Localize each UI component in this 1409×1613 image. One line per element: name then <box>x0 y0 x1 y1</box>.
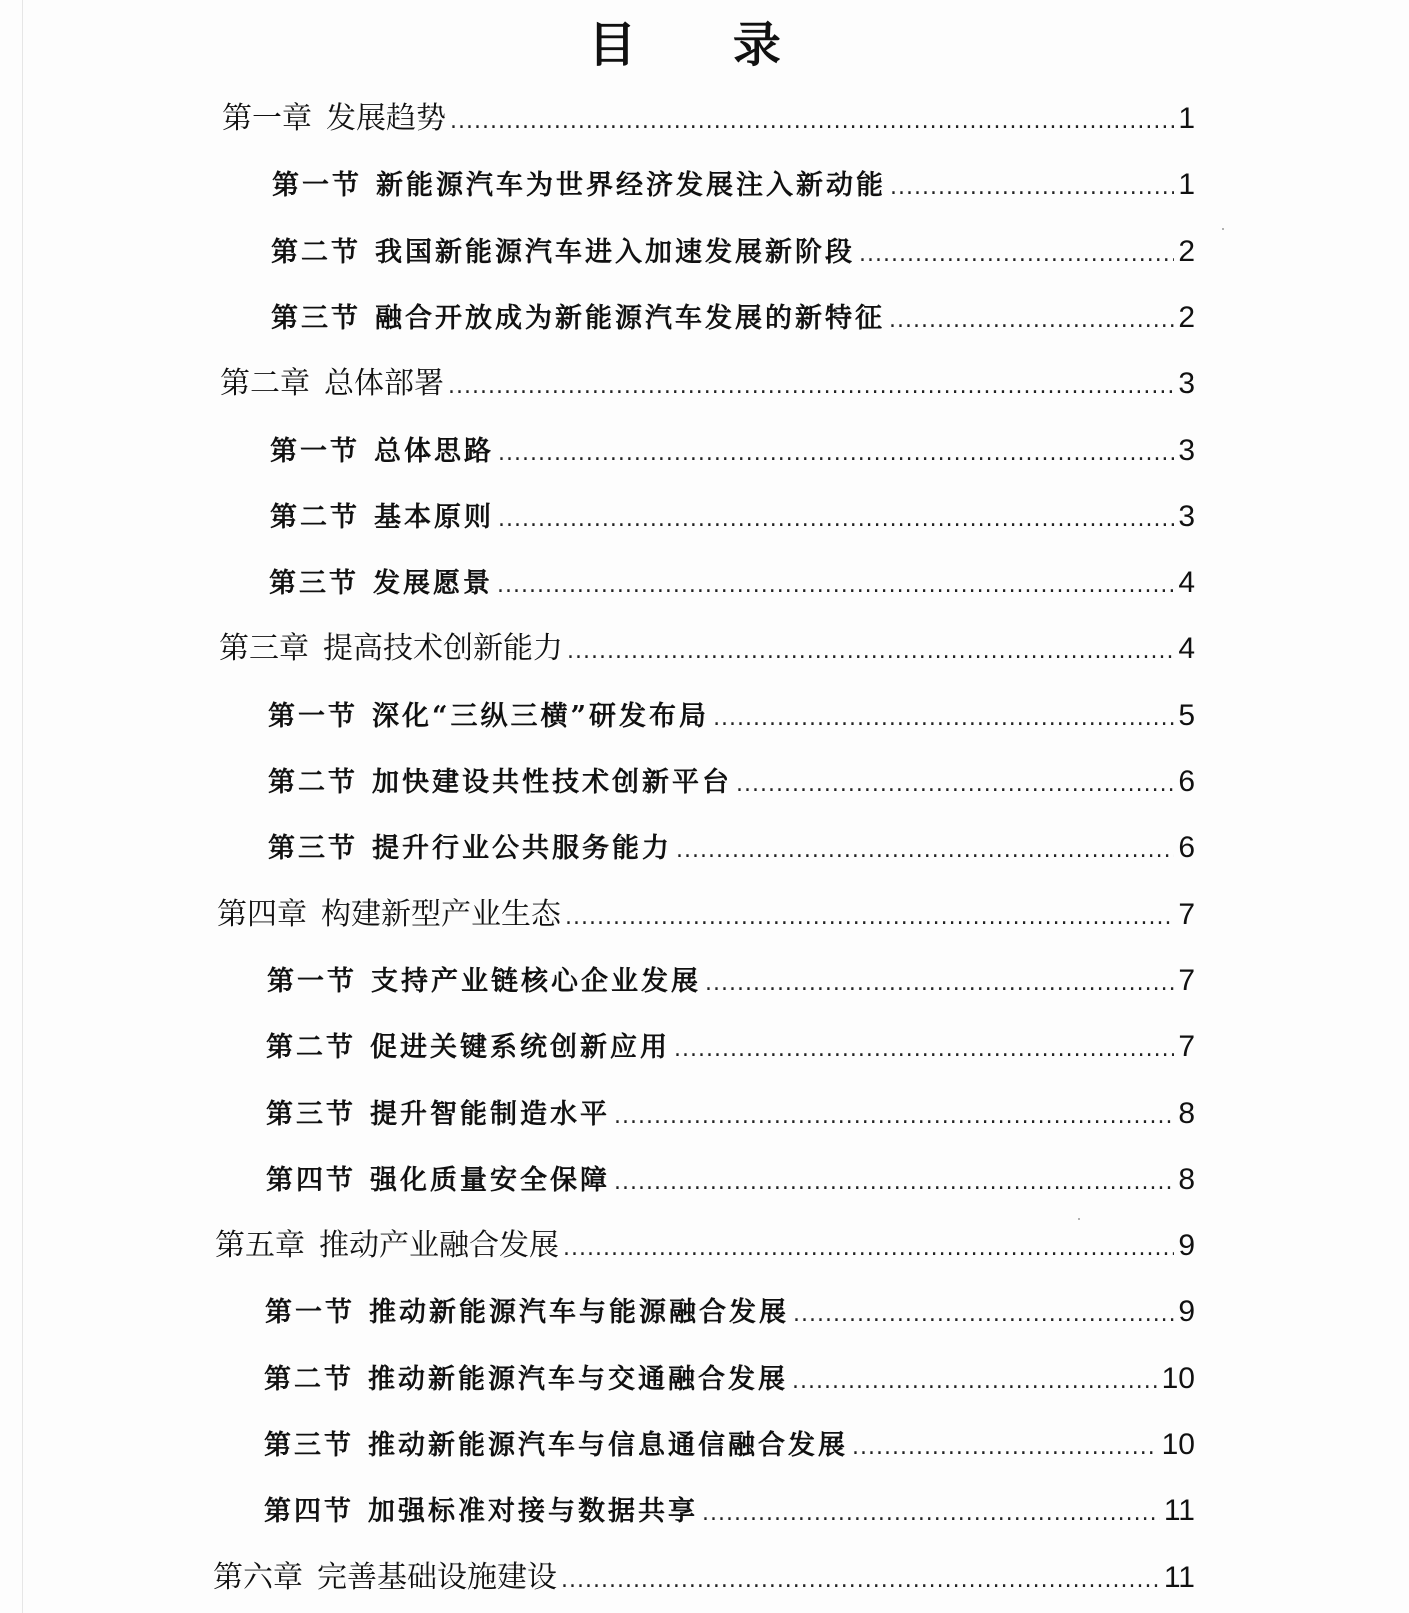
chapter-title: 推动产业融合发展 <box>319 1228 559 1263</box>
page-number: 3 <box>1178 367 1195 400</box>
toc-chapter-entry[interactable] <box>217 890 1195 940</box>
section-number: 第一节 <box>265 1297 355 1328</box>
page-number: 5 <box>1178 699 1195 732</box>
toc-section-entry[interactable] <box>266 1089 1195 1139</box>
chapter-number: 第一章 <box>222 101 312 136</box>
section-title: 强化质量安全保障 <box>370 1165 610 1196</box>
page-number: 11 <box>1163 1494 1195 1527</box>
dot-leader <box>889 296 1174 346</box>
dot-leader <box>561 1556 1160 1606</box>
page-number: 6 <box>1178 831 1195 864</box>
chapter-title: 发展趋势 <box>326 101 446 136</box>
toc-section-entry[interactable] <box>268 823 1195 873</box>
toc-section-entry[interactable] <box>264 1420 1195 1470</box>
chapter-title: 提高技术创新能力 <box>323 631 563 666</box>
toc-entry-label <box>268 692 709 742</box>
dot-leader <box>450 97 1174 147</box>
toc-title: 目 录 <box>588 17 821 73</box>
section-title: 加快建设共性技术创新平台 <box>372 767 732 798</box>
dot-leader <box>448 362 1174 412</box>
dot-leader <box>567 627 1174 677</box>
toc-entry-label <box>266 1156 610 1206</box>
scan-speck <box>1222 228 1224 230</box>
toc-section-entry[interactable] <box>266 1022 1195 1072</box>
chapter-number: 第五章 <box>215 1228 305 1263</box>
page-number: 8 <box>1178 1163 1195 1196</box>
section-title: 提升行业公共服务能力 <box>372 833 672 864</box>
section-title: 推动新能源汽车与信息通信融合发展 <box>368 1430 848 1461</box>
scan-speck <box>1078 1218 1080 1220</box>
section-title: 融合开放成为新能源汽车发展的新特征 <box>375 303 885 334</box>
chapter-title: 构建新型产业生态 <box>321 897 561 932</box>
dot-leader <box>859 230 1174 280</box>
page-number: 9 <box>1178 1229 1195 1262</box>
dot-leader <box>713 694 1174 744</box>
dot-leader <box>890 163 1174 213</box>
toc-chapter-entry[interactable] <box>220 359 1195 409</box>
section-number: 第一节 <box>267 966 357 997</box>
toc-entry-label <box>217 890 561 940</box>
page-number: 1 <box>1178 168 1195 201</box>
chapter-title: 完善基础设施建设 <box>317 1560 557 1595</box>
section-title: 提升智能制造水平 <box>370 1099 610 1130</box>
toc-section-entry[interactable] <box>264 1486 1195 1536</box>
dot-leader <box>852 1423 1158 1473</box>
dot-leader <box>563 1224 1174 1274</box>
section-title: 加强标准对接与数据共享 <box>368 1496 698 1527</box>
toc-entry-label <box>272 161 886 211</box>
chapter-number: 第四章 <box>217 897 307 932</box>
section-number: 第三节 <box>264 1430 354 1461</box>
dot-leader <box>702 1489 1160 1539</box>
toc-entry-label <box>219 624 563 674</box>
toc-entry-label <box>264 1487 698 1537</box>
section-number: 第二节 <box>266 1032 356 1063</box>
chapter-number: 第二章 <box>220 366 310 401</box>
section-number: 第四节 <box>266 1165 356 1196</box>
page-number: 3 <box>1178 500 1195 533</box>
chapter-number: 第三章 <box>219 631 309 666</box>
toc-entry-label <box>215 1221 559 1271</box>
page-number: 3 <box>1178 434 1195 467</box>
dot-leader <box>565 893 1174 943</box>
dot-leader <box>705 959 1174 1009</box>
page-number: 1 <box>1178 102 1195 135</box>
dot-leader <box>614 1092 1174 1142</box>
section-number: 第二节 <box>271 237 361 268</box>
page-number: 10 <box>1161 1428 1195 1461</box>
page-number: 4 <box>1178 566 1195 599</box>
section-number: 第一节 <box>268 701 358 732</box>
dot-leader <box>674 1025 1174 1075</box>
page-number: 7 <box>1178 898 1195 931</box>
toc-entry-label <box>269 559 493 609</box>
page-number: 9 <box>1178 1295 1195 1328</box>
section-title: 总体思路 <box>374 436 494 467</box>
toc-entry-label <box>222 94 446 144</box>
page-number: 6 <box>1178 765 1195 798</box>
toc-section-entry[interactable] <box>271 293 1195 343</box>
section-title: 推动新能源汽车与能源融合发展 <box>369 1297 789 1328</box>
toc-entry-label <box>267 957 701 1007</box>
toc-section-entry[interactable] <box>270 492 1195 542</box>
page-number: 7 <box>1178 1030 1195 1063</box>
section-number: 第一节 <box>270 436 360 467</box>
page-number: 2 <box>1178 235 1195 268</box>
toc-section-entry[interactable] <box>268 691 1195 741</box>
section-title: 发展愿景 <box>373 568 493 599</box>
page-number: 7 <box>1178 964 1195 997</box>
toc-entry-label <box>220 359 444 409</box>
toc-section-entry[interactable] <box>270 426 1195 476</box>
dot-leader <box>497 561 1174 611</box>
section-title: 我国新能源汽车进入加速发展新阶段 <box>375 237 855 268</box>
toc-section-entry[interactable] <box>265 1287 1195 1337</box>
chapter-title: 总体部署 <box>324 366 444 401</box>
toc-chapter-entry[interactable] <box>215 1221 1195 1271</box>
toc-section-entry[interactable] <box>264 1354 1195 1404</box>
page-number: 11 <box>1163 1561 1195 1594</box>
section-title: 支持产业链核心企业发展 <box>371 966 701 997</box>
dot-leader <box>498 429 1174 479</box>
section-title: 促进关键系统创新应用 <box>370 1032 670 1063</box>
dot-leader <box>793 1290 1174 1340</box>
section-number: 第三节 <box>266 1099 356 1130</box>
toc-entry-label <box>265 1288 789 1338</box>
toc-entry-label <box>270 493 494 543</box>
section-number: 第二节 <box>264 1364 354 1395</box>
dot-leader <box>792 1357 1158 1407</box>
toc-chapter-entry[interactable] <box>213 1553 1195 1603</box>
section-title: 新能源汽车为世界经济发展注入新动能 <box>376 170 886 201</box>
toc-entry-label <box>264 1421 848 1471</box>
section-number: 第三节 <box>268 833 358 864</box>
section-number: 第二节 <box>268 767 358 798</box>
section-number: 第四节 <box>264 1496 354 1527</box>
toc-section-entry[interactable] <box>272 160 1195 210</box>
toc-entry-label <box>266 1090 610 1140</box>
toc-chapter-entry[interactable] <box>222 94 1195 144</box>
toc-section-entry[interactable] <box>269 558 1195 608</box>
page-number: 4 <box>1178 632 1195 665</box>
toc-entry-label <box>271 294 885 344</box>
toc-chapter-entry[interactable] <box>219 624 1195 674</box>
page-number: 10 <box>1161 1362 1195 1395</box>
section-number: 第二节 <box>270 502 360 533</box>
toc-section-entry[interactable] <box>271 227 1195 277</box>
dot-leader <box>736 760 1174 810</box>
toc-entry-label <box>213 1553 557 1603</box>
toc-entry-label <box>266 1023 670 1073</box>
section-number: 第三节 <box>271 303 361 334</box>
dot-leader <box>614 1158 1174 1208</box>
section-number: 第一节 <box>272 170 362 201</box>
toc-entry-label <box>270 427 494 477</box>
section-number: 第三节 <box>269 568 359 599</box>
toc-section-entry[interactable] <box>267 956 1195 1006</box>
toc-entry-label <box>268 758 732 808</box>
chapter-number: 第六章 <box>213 1560 303 1595</box>
toc-entry-label <box>271 228 855 278</box>
dot-leader <box>676 826 1174 876</box>
toc-entry-label <box>268 824 672 874</box>
page-number: 2 <box>1178 301 1195 334</box>
page-number: 8 <box>1178 1097 1195 1130</box>
toc-entry-label <box>264 1355 788 1405</box>
toc-section-entry[interactable] <box>266 1155 1195 1205</box>
toc-section-entry[interactable] <box>268 757 1195 807</box>
section-title: 推动新能源汽车与交通融合发展 <box>368 1364 788 1395</box>
dot-leader <box>498 495 1174 545</box>
section-title: 基本原则 <box>374 502 494 533</box>
scan-edge-line <box>22 0 23 1613</box>
section-title: 深化“三纵三横”研发布局 <box>372 701 710 732</box>
